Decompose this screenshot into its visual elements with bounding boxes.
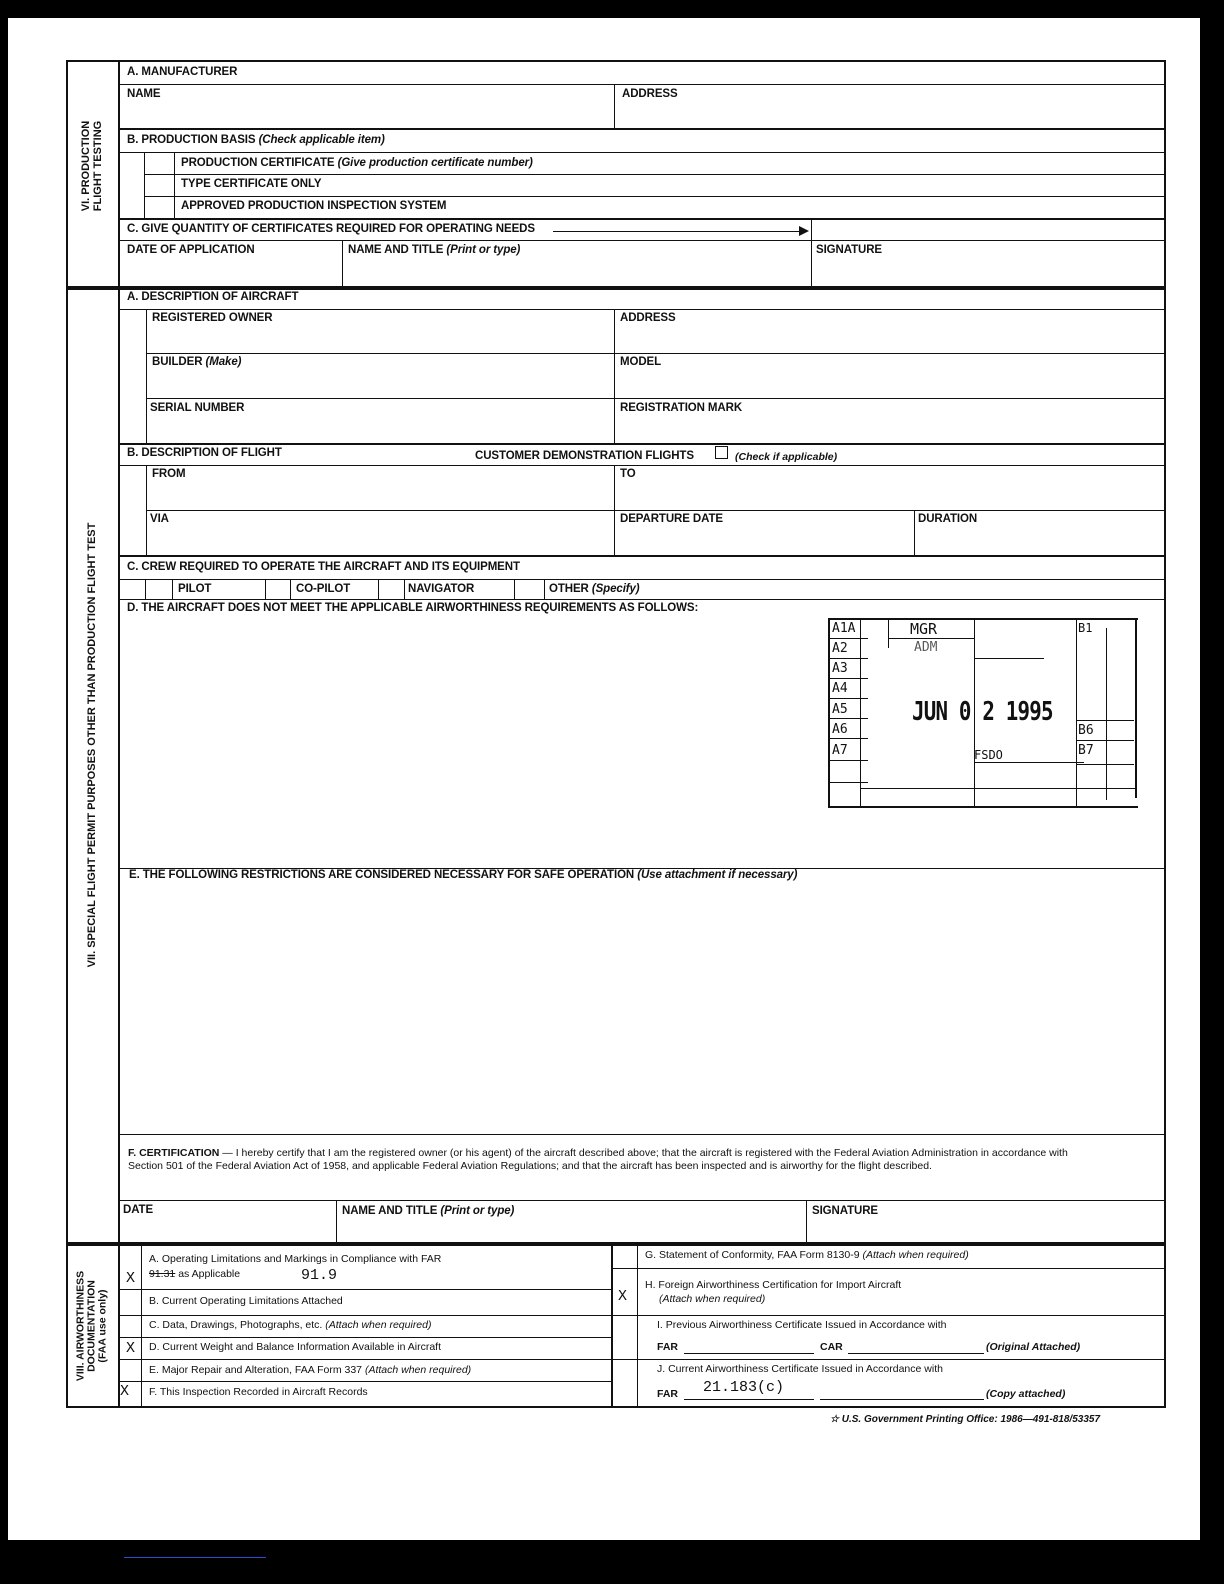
stamp-row-a1a: A1A (832, 621, 856, 636)
s7-signature-label: SIGNATURE (812, 1205, 878, 1217)
stamp-office: FSDO (974, 748, 1003, 762)
other-crew-label: OTHER (Specify) (549, 583, 640, 595)
doc-item-a: A. Operating Limitations and Markings in Compliance with FAR (149, 1253, 442, 1265)
customer-demo-label: CUSTOMER DEMONSTRATION FLIGHTS (475, 450, 694, 462)
s7-name-title-label: NAME AND TITLE (Print or type) (342, 1205, 515, 1217)
certification-statement: F. CERTIFICATION — I hereby certify that I am the registered owner (or his agent) of the aircraft described above; that the aircraft is registered with the Federal Aviation Administration in accordance with Section 501 of the Federal Aviation Act of 1958, and applicable Federal Aviation Regulations; and that the aircraft has been inspected and is airworthy for the flight described. (128, 1147, 1068, 1172)
departure-date-label: DEPARTURE DATE (620, 513, 723, 525)
model-label: MODEL (620, 356, 662, 368)
airworthiness-deficiency-heading: D. THE AIRCRAFT DOES NOT MEET THE APPLICABLE AIRWORTHINESS REQUIREMENTS AS FOLLOWS: (127, 602, 699, 614)
section-6-title: VI. PRODUCTION FLIGHT TESTING (80, 120, 104, 212)
date-of-application-label: DATE OF APPLICATION (127, 244, 255, 256)
stamp-row-a6: A6 (832, 722, 848, 737)
s7-date-label: DATE (123, 1204, 154, 1216)
crew-heading: C. CREW REQUIRED TO OPERATE THE AIRCRAFT AND ITS EQUIPMENT (127, 561, 520, 573)
stamp-row-a2: A2 (832, 641, 848, 656)
stamp-mgr2: ADM (914, 640, 938, 655)
customer-demo-checkbox[interactable] (715, 446, 728, 459)
doc-item-j-value: 21.183(c) (703, 1379, 785, 1396)
doc-item-h-note: (Attach when required) (659, 1293, 766, 1305)
doc-item-g: G. Statement of Conformity, FAA Form 8130-9 (Attach when required) (645, 1249, 969, 1261)
serial-number-label: SERIAL NUMBER (150, 402, 245, 414)
s6-name-title-label: NAME AND TITLE (Print or type) (348, 244, 521, 256)
section-7-title: VII. SPECIAL FLIGHT PERMIT PURPOSES OTHER THAN PRODUCTION FLIGHT TEST (86, 522, 98, 968)
doc-item-j: J. Current Airworthiness Certificate Issued in Accordance with (657, 1363, 943, 1375)
doc-item-j-note: (Copy attached) (986, 1388, 1066, 1400)
stamp-mgr: MGR (910, 620, 938, 638)
navigator-label: NAVIGATOR (408, 583, 475, 595)
owner-address-label: ADDRESS (620, 312, 676, 324)
flight-description-heading: B. DESCRIPTION OF FLIGHT (127, 447, 282, 459)
stamp-row-b1: B1 (1078, 621, 1093, 635)
doc-item-a-line2: 91.31 as Applicable (149, 1268, 241, 1280)
doc-item-h-mark: X (618, 1288, 628, 1305)
registered-owner-label: REGISTERED OWNER (152, 312, 273, 324)
stamp-row-a3: A3 (832, 661, 848, 676)
check-if-applicable-note: (Check if applicable) (735, 451, 838, 463)
manufacturer-name-label: NAME (127, 88, 161, 100)
pilot-label: PILOT (178, 583, 212, 595)
doc-item-j-far: FAR (657, 1388, 678, 1400)
stamp-row-a4: A4 (832, 681, 848, 696)
doc-item-i-note: (Original Attached) (986, 1341, 1081, 1353)
s6-signature-label: SIGNATURE (816, 244, 882, 256)
quantity-arrow (553, 231, 803, 232)
doc-item-d: D. Current Weight and Balance Information Available in Aircraft (149, 1341, 442, 1353)
doc-item-i: I. Previous Airworthiness Certificate Issued in Accordance with (657, 1319, 947, 1331)
approved-pis-option[interactable]: APPROVED PRODUCTION INSPECTION SYSTEM (181, 200, 447, 212)
quantity-certificates-label: C. GIVE QUANTITY OF CERTIFICATES REQUIRED FOR OPERATING NEEDS (127, 223, 535, 235)
manufacturer-address-label: ADDRESS (622, 88, 678, 100)
from-label: FROM (152, 468, 186, 480)
form-page (8, 18, 1200, 1540)
printing-office-footer: ☆ U.S. Government Printing Office: 1986—491-818/53357 (830, 1414, 1100, 1425)
section-8-title: VIII. AIRWORTHINESS DOCUMENTATION (FAA use only) (74, 1270, 109, 1382)
manufacturer-heading: A. MANUFACTURER (127, 66, 238, 78)
registration-mark-label: REGISTRATION MARK (620, 402, 743, 414)
doc-item-f-mark: X (120, 1383, 130, 1400)
co-pilot-label: CO-PILOT (296, 583, 351, 595)
duration-label: DURATION (918, 513, 978, 525)
via-label: VIA (150, 513, 169, 525)
aircraft-description-heading: A. DESCRIPTION OF AIRCRAFT (127, 291, 299, 303)
bottom-link-underline (124, 1557, 266, 1558)
stamp-row-a5: A5 (832, 702, 848, 717)
doc-item-e: E. Major Repair and Alteration, FAA Form 337 (Attach when required) (149, 1364, 472, 1376)
stamp-date: JUN 0 2 1995 (912, 697, 1053, 727)
doc-item-h: H. Foreign Airworthiness Certification for Import Aircraft (645, 1279, 902, 1291)
builder-label: BUILDER (Make) (152, 356, 242, 368)
type-certificate-option[interactable]: TYPE CERTIFICATE ONLY (181, 178, 322, 190)
doc-item-i-far: FAR (657, 1341, 678, 1353)
stamp-row-a7: A7 (832, 743, 848, 758)
doc-item-a-mark: X (126, 1270, 136, 1287)
stamp-row-b6: B6 (1078, 723, 1094, 738)
doc-item-i-car: CAR (820, 1341, 843, 1353)
production-certificate-option[interactable]: PRODUCTION CERTIFICATE (Give production certificate number) (181, 157, 533, 169)
doc-item-b: B. Current Operating Limitations Attached (149, 1295, 343, 1307)
stamp-row-b7: B7 (1078, 743, 1094, 758)
restrictions-heading: E. THE FOLLOWING RESTRICTIONS ARE CONSIDERED NECESSARY FOR SAFE OPERATION (Use attachment if necessary) (129, 869, 798, 881)
to-label: TO (620, 468, 636, 480)
doc-item-a-value: 91.9 (301, 1267, 338, 1284)
doc-item-f: F. This Inspection Recorded in Aircraft Records (149, 1386, 368, 1398)
production-basis-heading: B. PRODUCTION BASIS (Check applicable item) (127, 134, 385, 146)
doc-item-c: C. Data, Drawings, Photographs, etc. (Attach when required) (149, 1319, 432, 1331)
doc-item-d-mark: X (126, 1340, 136, 1357)
